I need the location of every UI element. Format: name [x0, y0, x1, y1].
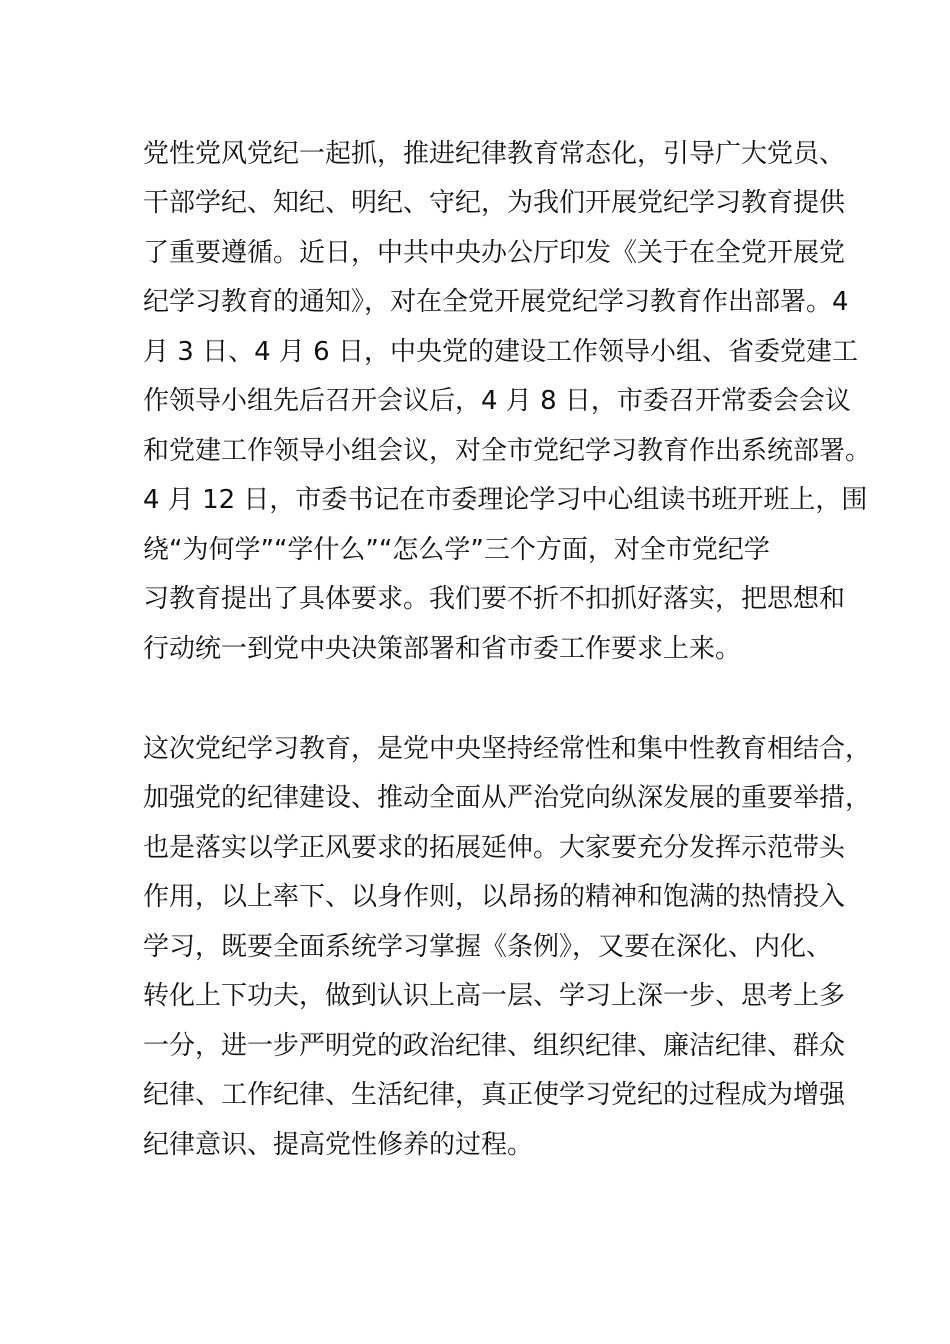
text-line: 党性党风党纪一起抓，推进纪律教育常态化，引导广大党员、: [143, 139, 846, 169]
text-line: 和党建工作领导小组会议，对全市党纪学习教育作出系统部署。: [143, 436, 872, 466]
text-line: 纪学习教育的通知》，对在全党开展党纪学习教育作出部署。4: [143, 287, 849, 317]
text-line: 行动统一到党中央决策部署和省市委工作要求上来。: [143, 634, 742, 664]
text-line: 也是落实以学正风要求的拓展延伸。大家要充分发挥示范带头: [143, 833, 846, 863]
text-line: 纪律意识、提高党性修养的过程。: [143, 1130, 534, 1160]
text-line: 习教育提出了具体要求。我们要不折不扣抓好落实，把思想和: [143, 584, 846, 614]
text-line: 了重要遵循。近日，中共中央办公厅印发《关于在全党开展党: [143, 238, 846, 268]
text-line: 月 3 日、4 月 6 日，中央党的建设工作领导小组、省委党建工: [143, 337, 858, 367]
text-line: 学习，既要全面系统学习掌握《条例》，又要在深化、内化、: [143, 932, 833, 962]
text-line: 纪律、工作纪律、生活纪律，真正使学习党纪的过程成为增强: [143, 1080, 846, 1110]
text-line: 干部学纪、知纪、明纪、守纪，为我们开展党纪学习教育提供: [143, 188, 846, 218]
text-line: 加强党的纪律建设、推动全面从严治党向纵深发展的重要举措，: [143, 783, 872, 813]
text-line: 这次党纪学习教育，是党中央坚持经常性和集中性教育相结合，: [143, 734, 872, 764]
text-line: 4 月 12 日，市委书记在市委理论学习中心组读书班开班上，围: [143, 485, 868, 515]
text-line: 一分，进一步严明党的政治纪律、组织纪律、廉洁纪律、群众: [143, 1031, 846, 1061]
text-line: 作用，以上率下、以身作则，以昂扬的精神和饱满的热情投入: [143, 882, 846, 912]
text-line: 作领导小组先后召开会议后，4 月 8 日，市委召开常委会会议: [143, 386, 851, 416]
text-line: 转化上下功夫，做到认识上高一层、学习上深一步、思考上多: [143, 981, 846, 1011]
text-line: 绕“为何学”“学什么”“怎么学”三个方面，对全市党纪学: [143, 535, 770, 565]
